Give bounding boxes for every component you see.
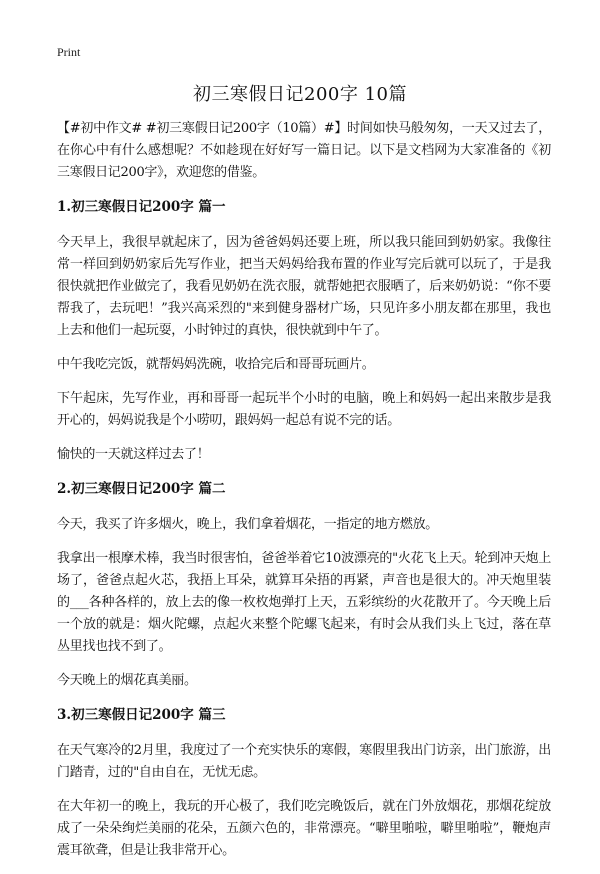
section-heading: 1.初三寒假日记200字 篇一 (57, 199, 226, 215)
paragraph: 下午起床，先写作业，再和哥哥一起玩半个小时的电脑，晚上和妈妈一起出来散步是我开心的，妈妈说我是个小唠叨，跟妈妈一起总有说不完的话。 (57, 391, 551, 428)
intro-paragraph: 【#初中作文# #初三寒假日记200字（10篇）#】时间如快马般匆匆，一天又过去了，在你心中有什么感想呢？不如趁现在好好写一篇日记。以下是文档网为大家准备的《初三寒假日记200字》，欢迎您的借鉴。 (57, 121, 551, 180)
article-body (57, 118, 551, 874)
paragraph: 中午我吃完饭，就帮妈妈洗碗，收拾完后和哥哥玩画片。 (57, 357, 375, 372)
page-title: 初三寒假日记200字 10篇 (193, 84, 407, 105)
section-1 (57, 196, 551, 466)
paragraph: 今天晚上的烟花真美丽。 (57, 673, 197, 688)
paragraph: 在大年初一的晚上，我玩的开心极了，我们吃完晚饭后，就在门外放烟花，那烟花绽放成了一朵朵绚烂美丽的花朵，五颜六色的，非常漂亮。“噼里啪啦，噼里啪啦”，鞭炮声震耳欲聋，但是让我非常开心。 (57, 799, 551, 858)
print-label: Print (57, 45, 81, 59)
paragraph: 愉快的一天就这样过去了！ (57, 447, 210, 462)
paragraph: 今天早上，我很早就起床了，因为爸爸妈妈还要上班，所以我只能回到奶奶家。我像往常一样回到奶奶家后先写作业，把当天妈妈给我布置的作业写完后就可以玩了，于是我很快就把作业做完了，我看见奶奶在洗衣服，就帮她把衣服晒了，后来奶奶说：“你不要帮我了，去玩吧！”我兴高采烈的"来到健身器材广场，只见许多小朋友都在那里，我也上去和他们一起玩耍，小时钟过的真快，很快就到中午了。 (57, 235, 551, 338)
section-heading: 3.初三寒假日记200字 篇三 (57, 707, 226, 723)
section-2 (57, 478, 551, 692)
section-heading: 2.初三寒假日记200字 篇二 (57, 481, 226, 497)
paragraph: 在天气寒冷的2月里，我度过了一个充实快乐的寒假，寒假里我出门访亲，出门旅游，出门踏青，过的"自由自在，无忧无虑。 (57, 743, 551, 780)
paragraph: 我拿出一根摩术棒，我当时很害怕，爸爸举着它10波漂亮的"火花飞上天。轮到冲天炮上场了，爸爸点起火芯，我捂上耳朵，就算耳朵捂的再紧，声音也是很大的。冲天炮里装的___各种各样的，放上去的像一枚枚炮弹打上天，五彩缤纷的火花散开了。今天晚上后一个放的就是：烟火陀螺，点起火来整个陀螺飞起来，有时会从我们头上飞过，落在草丛里找也找不到了。 (57, 551, 551, 654)
paragraph: 今天，我买了许多烟火，晚上，我们拿着烟花，一指定的地方燃放。 (57, 517, 439, 532)
section-3 (57, 704, 551, 862)
